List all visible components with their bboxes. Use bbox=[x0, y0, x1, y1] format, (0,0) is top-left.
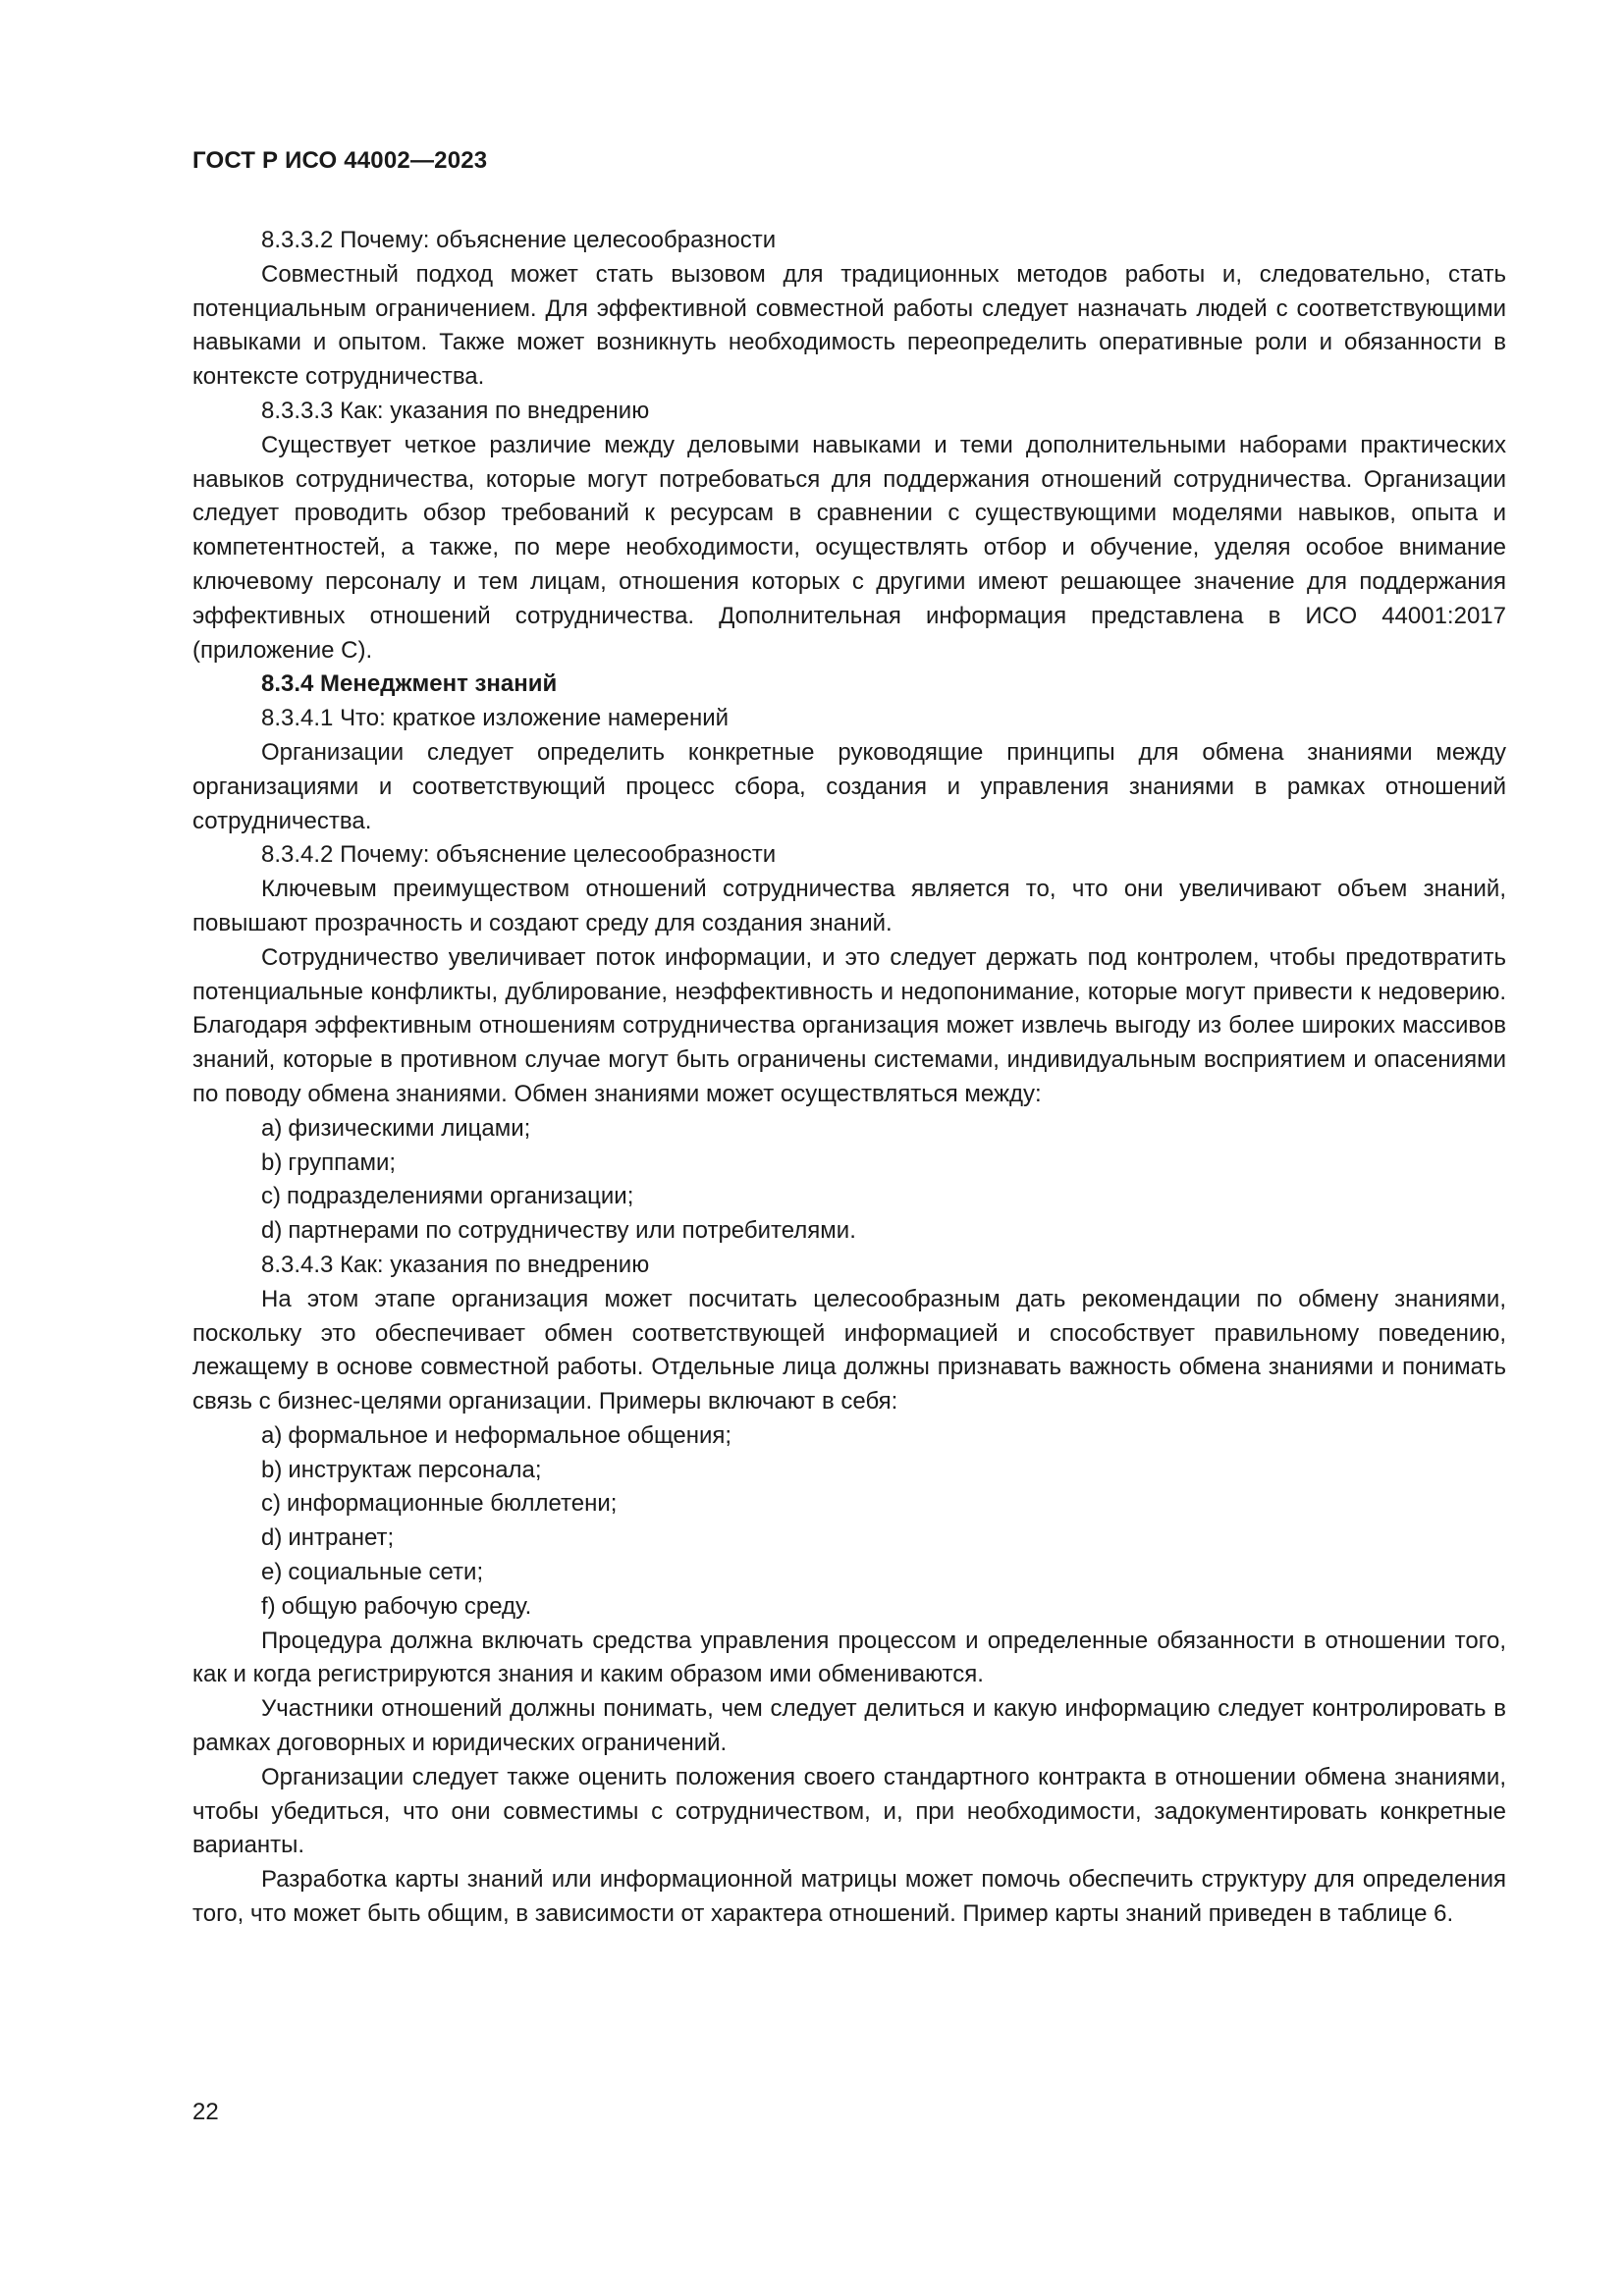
section-heading-8-3-4: 8.3.4 Менеджмент знаний bbox=[261, 670, 558, 698]
paragraph: Существует четкое различие между деловыми навыками и теми дополнительными наборами практических навыков сотрудничества, которые могут потребоваться для поддержания отношений сотрудничества. Организации следует проводить обзор требований к ресурсам в сравнении с существующими моделями навыков, опыта и компетентностей, а также, по мере необходимости, осуществлять отбор и обучение, уделяя особое внимание ключевому персоналу и тем лицам, отношения которых с другими имеют решающее значение для поддержания эффективных отношений сотрудничества. Дополнительная информация представлена в ИСО 44001:2017 (приложение С). bbox=[192, 431, 1506, 664]
paragraph: На этом этапе организация может посчитать целесообразным дать рекомендации по обмену знаниями, поскольку это обеспечивает обмен соответствующей информацией и способствует правильному поведению, лежащему в основе совместной работы. Отдельные лица должны признавать важность обмена знаниями и понимать связь с бизнес-целями организации. Примеры включают в себя: bbox=[192, 1285, 1506, 1415]
list-item bbox=[192, 1419, 1506, 1454]
list-item bbox=[192, 1487, 1506, 1522]
paragraph: Разработка карты знаний или информационной матрицы может помочь обеспечить структуру для определения того, что может быть общим, в зависимости от характера отношений. Пример карты знаний приведен в таблице 6. bbox=[192, 1866, 1506, 1928]
paragraph: Организации следует также оценить положения своего стандартного контракта в отношении обмена знаниями, чтобы убедиться, что они совместимы с сотрудничеством, и, при необходимости, задокументировать конкретные варианты. bbox=[192, 1763, 1506, 1859]
list-item bbox=[192, 1214, 1506, 1249]
section-heading-8-3-4-1: 8.3.4.1 Что: краткое изложение намерений bbox=[261, 705, 730, 732]
list-item bbox=[192, 1556, 1506, 1590]
list-item-text: социальные сети; bbox=[288, 1559, 484, 1586]
list-item bbox=[192, 1454, 1506, 1488]
section-heading-8-3-3-3: 8.3.3.3 Как: указания по внедрению bbox=[261, 397, 650, 424]
list-marker: c) bbox=[261, 1490, 281, 1518]
list-item-text: формальное и неформальное общения; bbox=[288, 1421, 732, 1449]
list-item bbox=[192, 1590, 1506, 1625]
section-heading-8-3-4-3: 8.3.4.3 Как: указания по внедрению bbox=[261, 1251, 650, 1278]
document-header-title: ГОСТ Р ИСО 44002—2023 bbox=[192, 147, 488, 174]
list-item bbox=[192, 1147, 1506, 1181]
list-exchange-parties bbox=[192, 1112, 1506, 1249]
document-body bbox=[192, 224, 1506, 1932]
list-item-text: физическими лицами; bbox=[288, 1114, 531, 1142]
list-item-text: информационные бюллетени; bbox=[287, 1490, 618, 1518]
page-number: 22 bbox=[192, 2099, 219, 2125]
list-marker: d) bbox=[261, 1524, 283, 1552]
list-marker: d) bbox=[261, 1217, 283, 1245]
list-marker: a) bbox=[261, 1114, 283, 1142]
list-item-text: интранет; bbox=[288, 1524, 395, 1552]
list-item-text: инструктаж персонала; bbox=[288, 1456, 542, 1483]
paragraph: Ключевым преимуществом отношений сотрудничества является то, что они увеличивают объем знаний, повышают прозрачность и создают среду для создания знаний. bbox=[192, 876, 1506, 936]
list-item bbox=[192, 1180, 1506, 1214]
list-marker: e) bbox=[261, 1559, 283, 1586]
list-examples bbox=[192, 1419, 1506, 1625]
list-marker: c) bbox=[261, 1183, 281, 1210]
list-marker: f) bbox=[261, 1592, 276, 1620]
paragraph: Сотрудничество увеличивает поток информации, и это следует держать под контролем, чтобы предотвратить потенциальные конфликты, дублирование, неэффективность и недопонимание, которые могут привести к недоверию. Благодаря эффективным отношениям сотрудничества организация может извлечь выгоду из более широких массивов знаний, которые в противном случае могут быть ограничены системами, индивидуальным восприятием и опасениями по поводу обмена знаниями. Обмен знаниями может осуществляться между: bbox=[192, 943, 1506, 1107]
list-item-text: группами; bbox=[288, 1148, 397, 1176]
paragraph: Процедура должна включать средства управления процессом и определенные обязанности в отношении того, как и когда регистрируются знания и каким образом ими обмениваются. bbox=[192, 1627, 1506, 1688]
paragraph: Участники отношений должны понимать, чем следует делиться и какую информацию следует контролировать в рамках договорных и юридических ограничений. bbox=[192, 1695, 1506, 1757]
paragraph: Совместный подход может стать вызовом для традиционных методов работы и, следовательно, стать потенциальным ограничением. Для эффективной совместной работы следует назначать людей с соответствующими навыками и опытом. Также может возникнуть необходимость переопределить оперативные роли и обязанности в контексте сотрудничества. bbox=[192, 260, 1506, 391]
list-item bbox=[192, 1112, 1506, 1147]
list-item bbox=[192, 1522, 1506, 1556]
paragraph: Организации следует определить конкретные руководящие принципы для обмена знаниями между организациями и соответствующий процесс сбора, создания и управления знаниями в рамках отношений сотрудничества. bbox=[192, 738, 1506, 834]
section-heading-8-3-4-2: 8.3.4.2 Почему: объяснение целесообразности bbox=[261, 841, 777, 869]
list-item-text: общую рабочую среду. bbox=[281, 1592, 532, 1620]
list-item-text: подразделениями организации; bbox=[287, 1183, 634, 1210]
list-marker: b) bbox=[261, 1148, 283, 1176]
list-marker: b) bbox=[261, 1456, 283, 1483]
list-marker: a) bbox=[261, 1421, 283, 1449]
section-heading-8-3-3-2: 8.3.3.2 Почему: объяснение целесообразности bbox=[261, 227, 777, 253]
list-item-text: партнерами по сотрудничеству или потребителями. bbox=[288, 1217, 856, 1245]
